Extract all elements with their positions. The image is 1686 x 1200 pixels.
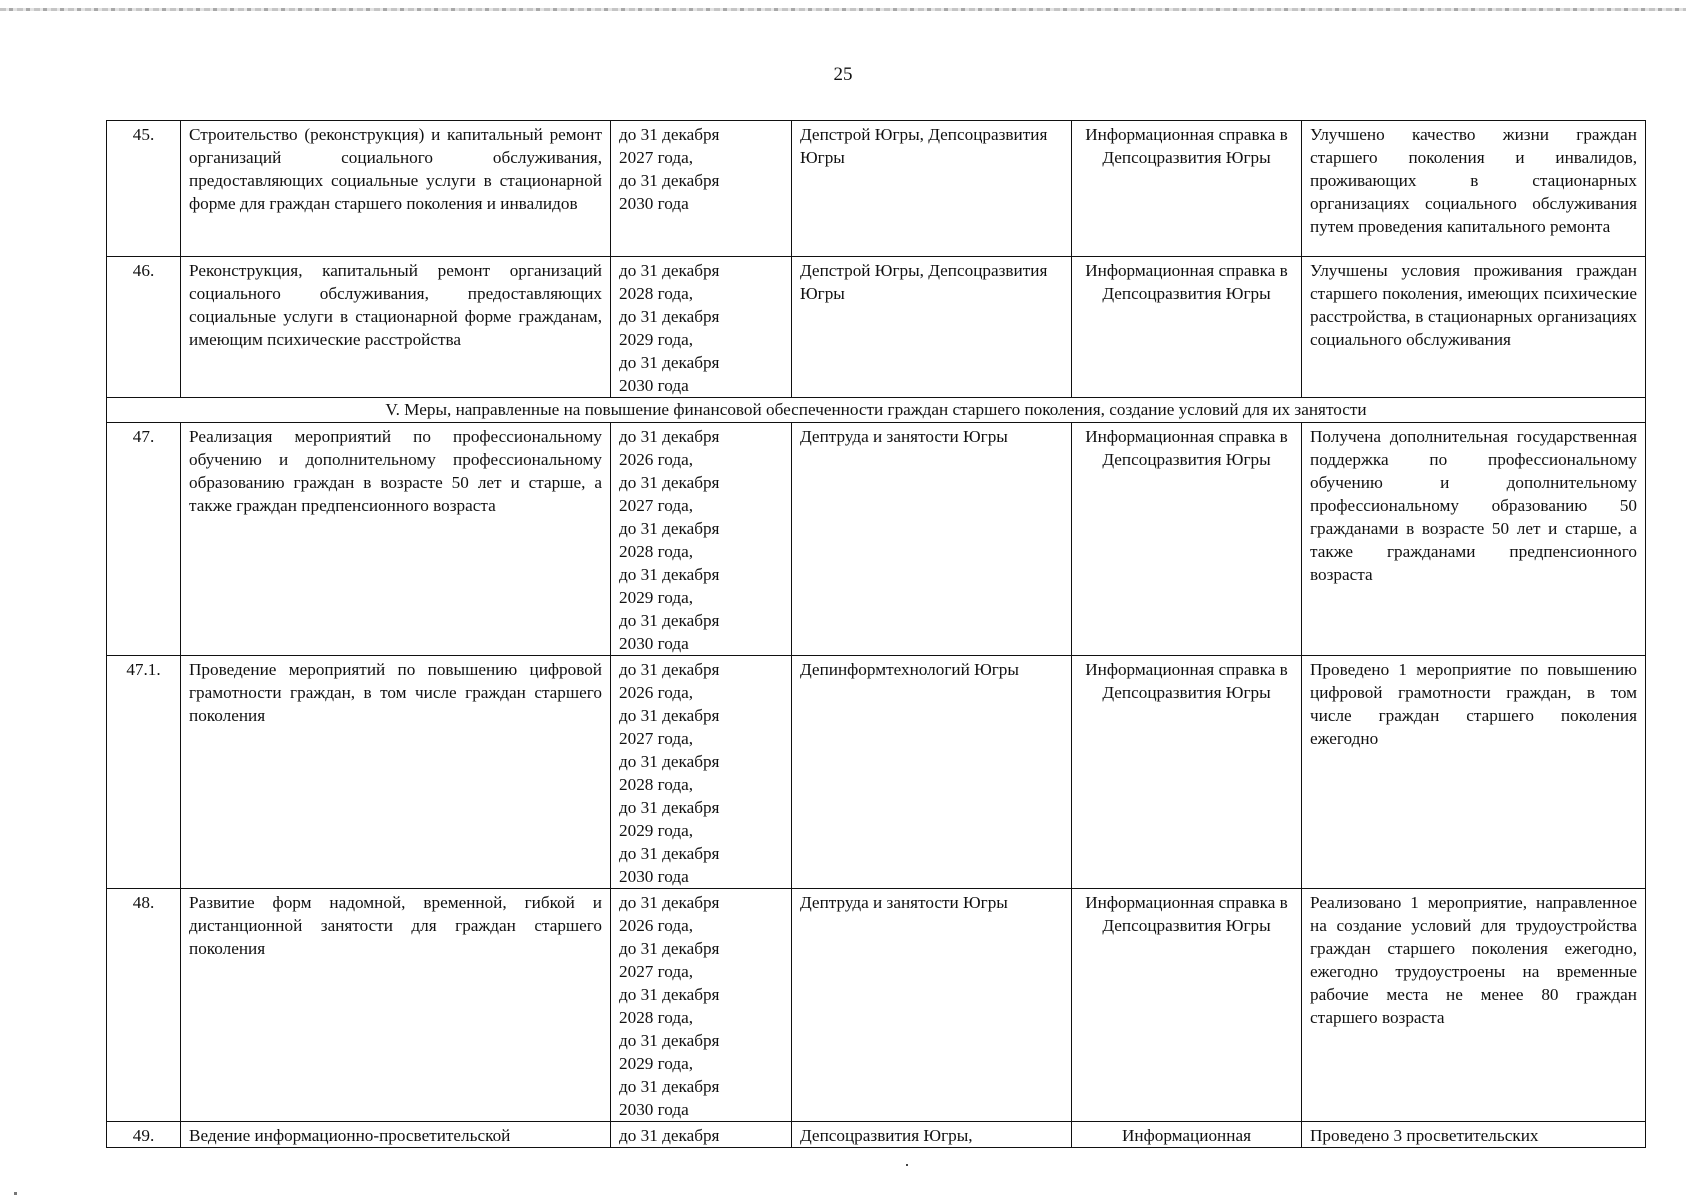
- term-cell: [611, 889, 792, 1122]
- responsible-cell: Депстрой Югры, Депсоцразвития Югры: [792, 257, 1072, 398]
- term-line: 2030 года: [619, 634, 689, 653]
- document-cell: Информационная справка в Депсоцразвития Югры: [1072, 257, 1302, 398]
- table-row: [107, 121, 1646, 257]
- measure-cell: Ведение информационно-просветительской: [181, 1122, 611, 1148]
- term-line: 2029 года,: [619, 330, 694, 349]
- term-line: до 31 декабря: [619, 611, 720, 630]
- result-cell: Получена дополнительная государственная поддержка по профессиональному обучению и дополнительному профессиональному образованию 50 гражданами в возрасте 50 лет и старше, а также гражданами предпенсионного возраста: [1302, 423, 1646, 656]
- term-line: до 31 декабря: [619, 1126, 720, 1145]
- term-cell: [611, 121, 792, 257]
- table-row: [107, 423, 1646, 656]
- term-line: 2029 года,: [619, 821, 694, 840]
- term-line: 2026 года,: [619, 450, 694, 469]
- term-line: 2028 года,: [619, 775, 694, 794]
- row-number: 45.: [107, 121, 181, 257]
- term-line: до 31 декабря: [619, 171, 720, 190]
- table-row: [107, 889, 1646, 1122]
- term-line: до 31 декабря: [619, 427, 720, 446]
- term-line: до 31 декабря: [619, 261, 720, 280]
- table-row: [107, 1122, 1646, 1148]
- term-cell: [611, 257, 792, 398]
- term-line: 2028 года,: [619, 1008, 694, 1027]
- term-line: до 31 декабря: [619, 844, 720, 863]
- document-cell: Информационная справка в Депсоцразвития Югры: [1072, 423, 1302, 656]
- term-line: 2030 года: [619, 1100, 689, 1119]
- row-number: 46.: [107, 257, 181, 398]
- responsible-cell: Дептруда и занятости Югры: [792, 889, 1072, 1122]
- term-line: до 31 декабря: [619, 939, 720, 958]
- term-cell: [611, 423, 792, 656]
- term-line: до 31 декабря: [619, 1077, 720, 1096]
- term-line: 2029 года,: [619, 588, 694, 607]
- term-line: до 31 декабря: [619, 985, 720, 1004]
- term-line: до 31 декабря: [619, 1031, 720, 1050]
- term-line: до 31 декабря: [619, 519, 720, 538]
- scan-edge-artifact: [0, 8, 1686, 11]
- page-number: 25: [833, 64, 853, 85]
- term-line: до 31 декабря: [619, 565, 720, 584]
- section-heading: V. Меры, направленные на повышение финансовой обеспеченности граждан старшего поколения, создание условий для их занятости: [107, 398, 1646, 423]
- responsible-cell: Депсоцразвития Югры,: [792, 1122, 1072, 1148]
- term-line: 2030 года: [619, 194, 689, 213]
- term-cell: [611, 1122, 792, 1148]
- scan-speck: [906, 1164, 908, 1166]
- section-heading-row: [107, 398, 1646, 423]
- result-cell: Улучшено качество жизни граждан старшего поколения и инвалидов, проживающих в стационарных организациях социального обслуживания путем проведения капитального ремонта: [1302, 121, 1646, 257]
- term-line: 2029 года,: [619, 1054, 694, 1073]
- measure-cell: Строительство (реконструкция) и капитальный ремонт организаций социального обслуживания, предоставляющих социальные услуги в стационарной форме для граждан старшего поколения и инвалидов: [181, 121, 611, 257]
- result-cell: Проведено 3 просветительских: [1302, 1122, 1646, 1148]
- term-line: до 31 декабря: [619, 706, 720, 725]
- term-line: 2026 года,: [619, 683, 694, 702]
- term-line: до 31 декабря: [619, 473, 720, 492]
- document-cell: Информационная справка в Депсоцразвития Югры: [1072, 889, 1302, 1122]
- document-cell: Информационная справка в Депсоцразвития Югры: [1072, 656, 1302, 889]
- measures-table: [106, 120, 1646, 1148]
- term-line: 2027 года,: [619, 962, 694, 981]
- term-line: 2026 года,: [619, 916, 694, 935]
- row-number: 47.: [107, 423, 181, 656]
- term-line: 2027 года,: [619, 148, 694, 167]
- term-line: до 31 декабря: [619, 798, 720, 817]
- responsible-cell: Дептруда и занятости Югры: [792, 423, 1072, 656]
- measure-cell: Реконструкция, капитальный ремонт организаций социального обслуживания, предоставляющих социальные услуги в стационарной форме гражданам, имеющим психические расстройства: [181, 257, 611, 398]
- term-line: 2030 года: [619, 867, 689, 886]
- result-cell: Реализовано 1 мероприятие, направленное на создание условий для трудоустройства граждан старшего поколения ежегодно, ежегодно трудоустроены на временные рабочие места не менее 80 граждан старшего возраста: [1302, 889, 1646, 1122]
- row-number: 47.1.: [107, 656, 181, 889]
- term-line: до 31 декабря: [619, 125, 720, 144]
- term-line: до 31 декабря: [619, 893, 720, 912]
- result-cell: Проведено 1 мероприятие по повышению цифровой грамотности граждан, в том числе граждан старшего поколения ежегодно: [1302, 656, 1646, 889]
- row-number: 48.: [107, 889, 181, 1122]
- term-line: до 31 декабря: [619, 307, 720, 326]
- term-line: 2030 года: [619, 376, 689, 395]
- term-line: до 31 декабря: [619, 660, 720, 679]
- measure-cell: Проведение мероприятий по повышению цифровой грамотности граждан, в том числе граждан старшего поколения: [181, 656, 611, 889]
- term-cell: [611, 656, 792, 889]
- term-line: до 31 декабря: [619, 353, 720, 372]
- term-line: до 31 декабря: [619, 752, 720, 771]
- scan-speck: [14, 1192, 17, 1195]
- term-line: 2028 года,: [619, 542, 694, 561]
- responsible-cell: Депстрой Югры, Депсоцразвития Югры: [792, 121, 1072, 257]
- table-row: [107, 257, 1646, 398]
- document-cell: Информационная: [1072, 1122, 1302, 1148]
- row-number: 49.: [107, 1122, 181, 1148]
- result-cell: Улучшены условия проживания граждан старшего поколения, имеющих психические расстройства, в стационарных организациях социального обслуживания: [1302, 257, 1646, 398]
- measure-cell: Реализация мероприятий по профессиональному обучению и дополнительному профессиональному образованию граждан в возрасте 50 лет и старше, а также граждан предпенсионного возраста: [181, 423, 611, 656]
- document-cell: Информационная справка в Депсоцразвития Югры: [1072, 121, 1302, 257]
- term-line: 2027 года,: [619, 496, 694, 515]
- term-line: 2028 года,: [619, 284, 694, 303]
- table-row: [107, 656, 1646, 889]
- responsible-cell: Депинформтехнологий Югры: [792, 656, 1072, 889]
- term-line: 2027 года,: [619, 729, 694, 748]
- measure-cell: Развитие форм надомной, временной, гибкой и дистанционной занятости для граждан старшего поколения: [181, 889, 611, 1122]
